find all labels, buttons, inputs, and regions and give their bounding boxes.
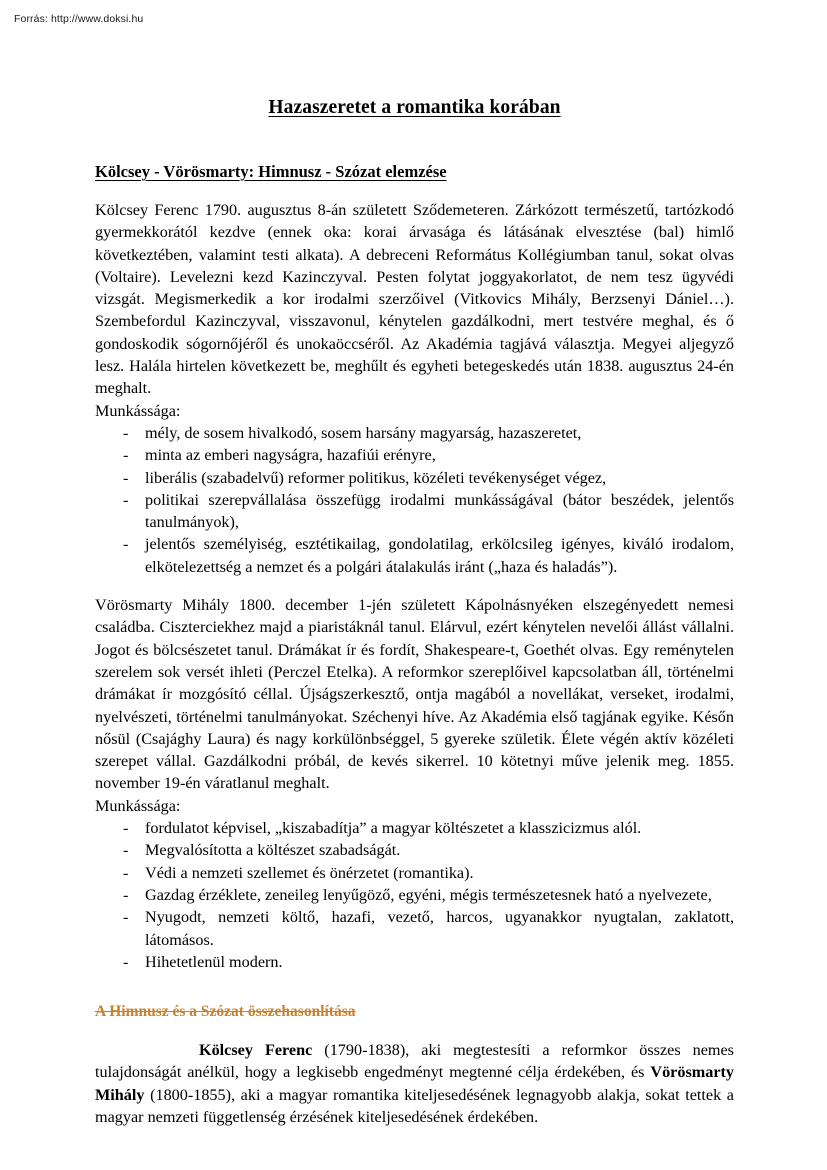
kolcsey-biography-paragraph: Kölcsey Ferenc 1790. augusztus 8-án született Sződemeteren. Zárkózott természetű, tartózkodó gyermekkorától kezdve (ennek oka: korai árvasága és látásának elvesztése (bal) himlő következtében, valamint testi alkata). A debreceni Református Kollégiumban tanul, sokat olvas (Voltaire). Levelezni kezd Kazinczyval. Pesten folytat joggyakorlatot, de nem tesz ügyvédi vizsgát. Megismerkedik a kor irodalmi szerzőivel (Vitkovics Mihály, Berzsenyi Dániel…). Szembefordul Kazinczyval, visszavonul, kénytelen gazdálkodni, mert testvére meghal, és ő gondoskodik sógornőjéről és unokaöccséről. Az Akadémia tagjává választja. Megyei aljegyző lesz. Halála hirtelen következett be, meghűlt és egyheti betegeskedés után 1838. augusztus 24-én meghalt. xyxy=(95,201,734,398)
vorosmarty-works-label: Munkássága: xyxy=(95,796,181,815)
dash-bullet-icon: - xyxy=(123,446,129,465)
summary-text-part-2: (1800-1855), aki a magyar romantika kiteljesedésének legnagyobb alakja, sokat tettek a magyar nemzeti függetlenség érzésének kiteljesedésének érdekében. xyxy=(95,1085,734,1126)
author-name-kolcsey: Kölcsey Ferenc xyxy=(199,1041,313,1060)
list-item xyxy=(95,839,734,861)
list-item xyxy=(95,951,734,973)
list-item xyxy=(95,422,734,444)
dash-bullet-icon: - xyxy=(123,885,129,904)
dash-bullet-icon: - xyxy=(123,952,129,971)
list-item-text: mély, de sosem hivalkodó, sosem harsány magyarság, hazaszeretet, xyxy=(145,423,582,442)
comparison-heading: A Himnusz és a Szózat összehasonlítása xyxy=(95,1003,356,1021)
document-content xyxy=(95,95,734,1128)
list-item xyxy=(95,444,734,466)
author-name-vorosmarty: Vörösmarty Mihály xyxy=(95,1063,734,1104)
kolcsey-works-label: Munkássága: xyxy=(95,401,181,420)
dash-bullet-icon: - xyxy=(123,423,129,442)
list-item-text: jelentős személyiség, esztétikailag, gondolatilag, erkölcsileg igényes, kiváló irodalom, elkötelezettség a nemzet és a polgári átalakulás iránt („haza és haladás”). xyxy=(145,535,734,576)
vorosmarty-biography-paragraph: Vörösmarty Mihály 1800. december 1-jén született Kápolnásnyéken elszegényedett nemesi családba. Ciszterciekhez majd a piaristáknál tanul. Elárvul, ezért kénytelen nevelői állást vállalni. Jogot és bölcsészetet tanul. Drámákat ír és fordít, Shakespeare-t, Goethét olvas. Egy reménytelen szerelem sok versét ihleti (Perczel Etelka). A reformkor szereplőivel kapcsolatban áll, történelmi drámákat ír mozgósító céllal. Újságszerkesztő, ontja magából a novellákat, verseket, irodalmi, nyelvészeti, történelmi tanulmányokat. Széchenyi híve. Az Akadémia első tagjának egyike. Későn nősül (Csajághy Laura) és nagy korkülönbséggel, 5 gyereke születik. Élete végén aktív közéleti szerepet vállal. Gazdálkodni próbál, de kevés sikerrel. 10 kötetnyi műve jelenik meg. 1855. november 19-én váratlanul meghalt. xyxy=(95,596,734,793)
dash-bullet-icon: - xyxy=(123,841,129,860)
page-title: Hazaszeretet a romantika korában xyxy=(268,97,561,118)
list-item-text: Nyugodt, nemzeti költő, hazafi, vezető, harcos, ugyanakkor nyugtalan, zaklatott, látomásos. xyxy=(145,908,734,949)
dash-bullet-icon: - xyxy=(123,490,129,509)
list-item-text: minta az emberi nagyságra, hazafiúi erényre, xyxy=(145,446,436,465)
dash-bullet-icon: - xyxy=(123,908,129,927)
list-item-text: politikai szerepvállalása összefügg irodalmi munkásságával (bátor beszédek, jelentős tanulmányok), xyxy=(145,490,734,532)
dash-bullet-icon: - xyxy=(123,468,129,487)
list-item-text: liberális (szabadelvű) reformer politikus, közéleti tevékenységet végez, xyxy=(145,468,607,487)
summary-text-part-1: (1790-1838), aki megtestesíti a reformkor összes nemes tulajdonságát anélkül, hogy a legkisebb engedményt megtenné célja érdekében, és xyxy=(95,1041,734,1082)
list-item-text: Gazdag érzéklete, zeneileg lenyűgöző, egyéni, mégis természetesnek ható a nyelvezete, xyxy=(145,885,712,904)
list-item xyxy=(95,817,734,839)
list-item-text: Védi a nemzeti szellemet és önérzetet (romantika). xyxy=(145,863,474,882)
list-item xyxy=(95,884,734,906)
vorosmarty-works-list xyxy=(95,817,734,973)
list-item-text: fordulatot képvisel, „kiszabadítja” a magyar költészetet a klasszicizmus alól. xyxy=(145,819,642,838)
list-item xyxy=(95,862,734,884)
list-item-text: Megvalósította a költészet szabadságát. xyxy=(145,841,401,860)
list-item xyxy=(95,906,734,951)
section-subtitle: Kölcsey - Vörösmarty: Himnusz - Szózat elemzése xyxy=(95,162,447,181)
list-item xyxy=(95,467,734,489)
source-url-header: Forrás: http://www.doksi.hu xyxy=(14,13,144,25)
kolcsey-works-list xyxy=(95,422,734,578)
list-item xyxy=(95,489,734,534)
dash-bullet-icon: - xyxy=(123,535,129,554)
list-item-text: Hihetetlenül modern. xyxy=(145,952,283,971)
dash-bullet-icon: - xyxy=(123,819,129,838)
list-item xyxy=(95,533,734,578)
dash-bullet-icon: - xyxy=(123,863,129,882)
summary-paragraph xyxy=(95,1039,734,1128)
